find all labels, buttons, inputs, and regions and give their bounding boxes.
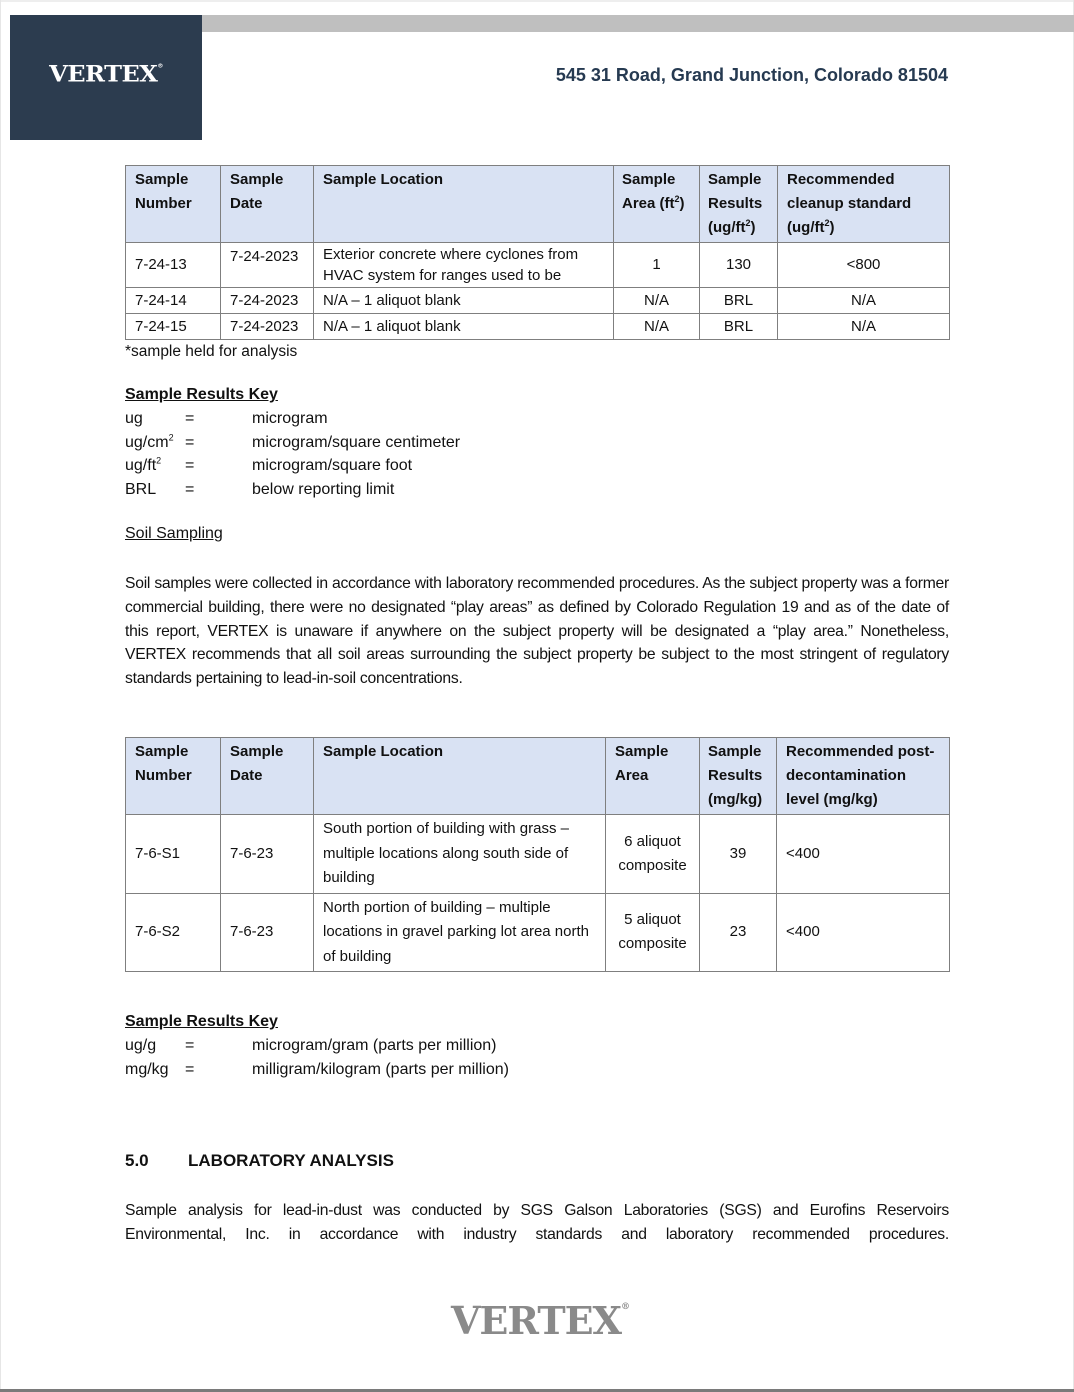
cell-sample-number: 7-6-S2 [126, 893, 221, 972]
header-sample-results: Sample Results (mg/kg) [700, 738, 777, 815]
cell-sample-number: 7-24-14 [126, 288, 221, 314]
footer-logo-text: VERTEX [450, 1298, 622, 1343]
cell-sample-location: Exterior concrete where cyclones from HVAC system for ranges used to be [314, 243, 614, 288]
header-cleanup-standard: Recommended cleanup standard $(ug/ft^2)$ [778, 166, 950, 243]
results-key-2 [125, 1010, 949, 1081]
cell-sample-results: 39 [700, 815, 777, 894]
cell-sample-results: 23 [700, 893, 777, 972]
cell-sample-area: 5 aliquot composite [606, 893, 700, 972]
cell-sample-date: 7-6-23 [221, 815, 314, 894]
key-entry: mg/kg = milligram/kilogram (parts per million) [125, 1060, 509, 1078]
dust-results-section [125, 165, 949, 364]
cell-decontamination-level: <400 [777, 893, 950, 972]
cell-sample-location: N/A – 1 aliquot blank [314, 314, 614, 340]
page-edge-left [0, 0, 1, 1392]
cell-sample-date: 7-24-2023 [221, 314, 314, 340]
header-logo-box [10, 15, 202, 140]
cell-sample-date: 7-6-23 [221, 893, 314, 972]
table-header-row [126, 738, 950, 815]
table-row [126, 288, 950, 314]
key-entry: BRL = below reporting limit [125, 480, 395, 498]
cell-sample-area: N/A [614, 314, 700, 340]
registered-mark-icon: ® [621, 1302, 630, 1312]
header-sample-date: Sample Date [221, 166, 314, 243]
cell-sample-date: 7-24-2023 [221, 288, 314, 314]
table-row [126, 893, 950, 972]
section-number: 5.0 [125, 1151, 149, 1170]
section-title: LABORATORY ANALYSIS [188, 1151, 394, 1170]
key-entry: ug/g = microgram/gram (parts per million) [125, 1037, 497, 1054]
cell-sample-results: BRL [700, 314, 778, 340]
cell-sample-location: N/A – 1 aliquot blank [314, 288, 614, 314]
soil-sampling-paragraph: Soil samples were collected in accordance with laboratory recommended procedures. As the subject property was a former commercial building, there were no designated “play areas” as defined by Colorado Regulation 19 and as of the date of this report, VERTEX is unaware if anywhere on the subject property will be designated a “play area.” Nonetheless, VERTEX recommends that all soil areas surrounding the subject property be subject to the most stringent of regulatory standards pertaining to lead-in-soil concentrations. [125, 575, 949, 688]
header-sample-number: Sample Number [126, 166, 221, 243]
cell-sample-number: 7-24-15 [126, 314, 221, 340]
cell-sample-results: 130 [700, 243, 778, 288]
cell-sample-area: 1 [614, 243, 700, 288]
cell-sample-date: 7-24-2023 [221, 243, 314, 288]
footer-vertex-logo [400, 1298, 680, 1343]
header-sample-number: Sample Number [126, 738, 221, 815]
table-row [126, 243, 950, 288]
results-key-1 [125, 383, 949, 501]
header-bar [202, 15, 1074, 32]
cell-cleanup-standard: N/A [778, 314, 950, 340]
key-title: Sample Results Key [125, 1013, 278, 1030]
section-heading [125, 1151, 949, 1171]
soil-sampling-body [125, 572, 949, 691]
lab-analysis-section [125, 1151, 949, 1171]
soil-results-table [125, 737, 950, 972]
cell-sample-number: 7-24-13 [126, 243, 221, 288]
cell-sample-area: N/A [614, 288, 700, 314]
header-sample-results: Sample Results $(ug/ft^2)$ [700, 166, 778, 243]
key-entry: $ug/ft^2$ = microgram/square foot [125, 455, 413, 474]
soil-sampling-heading: Soil Sampling [125, 525, 223, 542]
key-entry: $ug/cm^2$ = microgram/square centimeter [125, 432, 461, 451]
header-sample-date: Sample Date [221, 738, 314, 815]
cell-sample-location: South portion of building with grass – multiple locations along south side of building [314, 815, 606, 894]
cell-sample-location: North portion of building – multiple locations in gravel parking lot area north of building [314, 893, 606, 972]
key-entry: ug = microgram [125, 410, 328, 427]
cell-cleanup-standard: <800 [778, 243, 950, 288]
cell-decontamination-level: <400 [777, 815, 950, 894]
dust-results-table [125, 165, 950, 340]
vertex-logo [49, 60, 163, 88]
table-row [126, 815, 950, 894]
table-footnote: *sample held for analysis [125, 343, 298, 360]
soil-sampling-section [125, 525, 949, 543]
soil-results-section [125, 737, 949, 972]
cell-sample-results: BRL [700, 288, 778, 314]
lab-analysis-paragraph: Sample analysis for lead-in-dust was conducted by SGS Galson Laboratories (SGS) and Eurofins Reservoirs Environmental, Inc. in accordance with industry standards and laboratory recommended procedures. [125, 1202, 949, 1243]
header-address: 545 31 Road, Grand Junction, Colorado 81504 [555, 65, 948, 85]
header-sample-area: Sample Area $(ft^2)$ [614, 166, 700, 243]
header-decontamination-level: Recommended post- decontamination level (mg/kg) [777, 738, 950, 815]
logo-text: VERTEX [49, 59, 158, 88]
header-sample-location: Sample Location [314, 738, 606, 815]
table-row [126, 314, 950, 340]
table-header-row [126, 166, 950, 243]
header-sample-location: Sample Location [314, 166, 614, 243]
key-title: Sample Results Key [125, 386, 278, 403]
page-edge-top [0, 0, 1074, 2]
cell-sample-number: 7-6-S1 [126, 815, 221, 894]
registered-mark-icon: ® [157, 62, 163, 70]
header-sample-area: Sample Area [606, 738, 700, 815]
cell-sample-area: 6 aliquot composite [606, 815, 700, 894]
cell-cleanup-standard: N/A [778, 288, 950, 314]
lab-analysis-body [125, 1199, 949, 1247]
